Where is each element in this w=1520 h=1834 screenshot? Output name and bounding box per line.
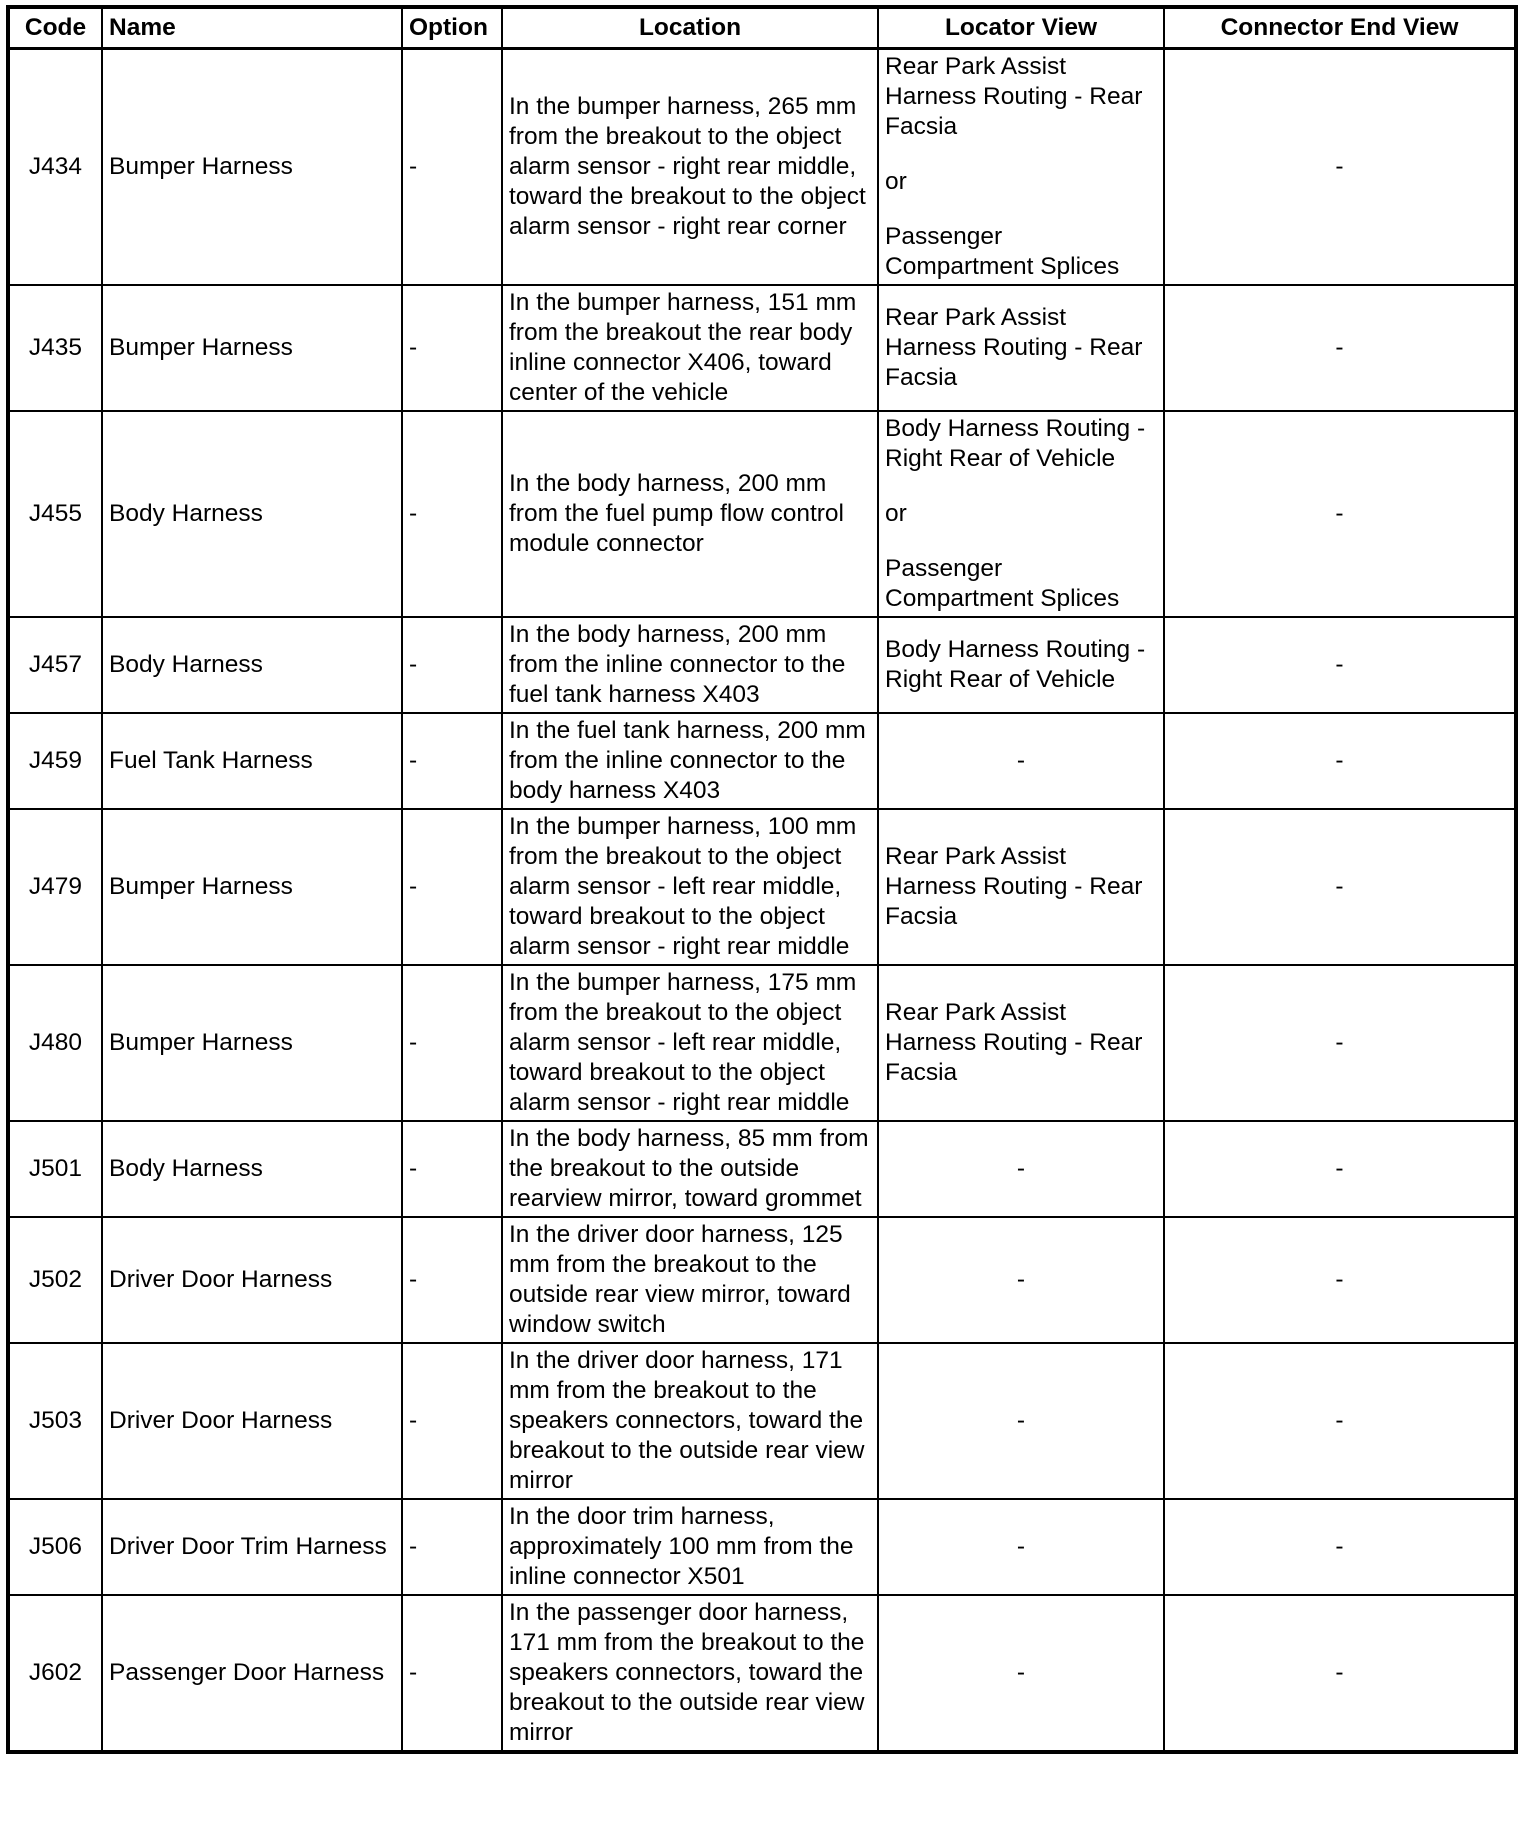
locator-view-entry: - [1016, 1266, 1026, 1293]
locator-view-entry: Rear Park Assist Harness Routing - Rear Facsia [885, 304, 1143, 391]
splice-table [6, 5, 1518, 1754]
table-row [8, 713, 1516, 809]
locator-view-entry: Rear Park Assist Harness Routing - Rear Facsia [885, 53, 1143, 140]
table-row [8, 1595, 1516, 1752]
cell-locator-view [878, 1595, 1164, 1752]
locator-view-entry: - [1016, 1155, 1026, 1182]
cell-locator-view [878, 1343, 1164, 1499]
cell-option: - [402, 1121, 502, 1217]
table-row [8, 1217, 1516, 1343]
table-row [8, 411, 1516, 617]
cell-locator-view [878, 1121, 1164, 1217]
header-locator-view: Locator View [878, 7, 1164, 49]
cell-option: - [402, 1217, 502, 1343]
cell-name: Body Harness [102, 1121, 402, 1217]
locator-spacer [885, 474, 1157, 499]
cell-locator-view [878, 617, 1164, 713]
cell-locator-view [878, 1499, 1164, 1595]
locator-spacer [885, 142, 1157, 167]
cell-code: J455 [8, 411, 102, 617]
header-location: Location [502, 7, 878, 49]
cell-code: J459 [8, 713, 102, 809]
cell-locator-view [878, 809, 1164, 965]
cell-location: In the body harness, 200 mm from the inline connector to the fuel tank harness X403 [502, 617, 878, 713]
cell-location: In the passenger door harness, 171 mm from the breakout to the speakers connectors, toward the breakout to the outside rear view mirror [502, 1595, 878, 1752]
cell-location: In the door trim harness, approximately 100 mm from the inline connector X501 [502, 1499, 878, 1595]
cell-connector-end-view: - [1164, 49, 1516, 286]
locator-view-entry: or [885, 168, 907, 195]
cell-connector-end-view: - [1164, 1499, 1516, 1595]
cell-code: J480 [8, 965, 102, 1121]
cell-option: - [402, 285, 502, 411]
cell-option: - [402, 713, 502, 809]
cell-connector-end-view: - [1164, 1121, 1516, 1217]
cell-code: J435 [8, 285, 102, 411]
locator-view-entry: - [1016, 1407, 1026, 1434]
cell-locator-view [878, 965, 1164, 1121]
cell-location: In the driver door harness, 171 mm from the breakout to the speakers connectors, toward the breakout to the outside rear view mirror [502, 1343, 878, 1499]
cell-connector-end-view: - [1164, 285, 1516, 411]
cell-location: In the bumper harness, 265 mm from the breakout to the object alarm sensor - right rear middle, toward the breakout to the object alarm sensor - right rear corner [502, 49, 878, 286]
cell-name: Fuel Tank Harness [102, 713, 402, 809]
cell-locator-view [878, 285, 1164, 411]
table-body [8, 49, 1516, 1753]
cell-locator-view [878, 713, 1164, 809]
cell-name: Body Harness [102, 617, 402, 713]
cell-code: J602 [8, 1595, 102, 1752]
cell-code: J501 [8, 1121, 102, 1217]
header-connector-end-view: Connector End View [1164, 7, 1516, 49]
cell-location: In the bumper harness, 175 mm from the breakout to the object alarm sensor - left rear middle, toward breakout to the object alarm sensor - right rear middle [502, 965, 878, 1121]
locator-view-entry: - [1016, 747, 1026, 774]
cell-name: Body Harness [102, 411, 402, 617]
locator-view-entry: Rear Park Assist Harness Routing - Rear Facsia [885, 843, 1143, 930]
cell-code: J503 [8, 1343, 102, 1499]
cell-option: - [402, 809, 502, 965]
table-row [8, 1343, 1516, 1499]
table-row [8, 49, 1516, 286]
header-row [8, 7, 1516, 49]
cell-option: - [402, 1595, 502, 1752]
cell-locator-view [878, 411, 1164, 617]
locator-view-entry: Rear Park Assist Harness Routing - Rear Facsia [885, 999, 1143, 1086]
cell-name: Bumper Harness [102, 285, 402, 411]
cell-option: - [402, 49, 502, 286]
cell-connector-end-view: - [1164, 965, 1516, 1121]
cell-location: In the body harness, 85 mm from the breakout to the outside rearview mirror, toward grommet [502, 1121, 878, 1217]
cell-connector-end-view: - [1164, 411, 1516, 617]
cell-option: - [402, 411, 502, 617]
cell-name: Bumper Harness [102, 49, 402, 286]
cell-location: In the bumper harness, 151 mm from the breakout the rear body inline connector X406, toward center of the vehicle [502, 285, 878, 411]
header-name: Name [102, 7, 402, 49]
cell-connector-end-view: - [1164, 809, 1516, 965]
locator-view-entry: Passenger Compartment Splices [885, 555, 1120, 612]
cell-option: - [402, 965, 502, 1121]
table-row [8, 809, 1516, 965]
cell-option: - [402, 617, 502, 713]
cell-name: Bumper Harness [102, 965, 402, 1121]
cell-location: In the bumper harness, 100 mm from the breakout to the object alarm sensor - left rear middle, toward breakout to the object alarm sensor - right rear middle [502, 809, 878, 965]
cell-location: In the body harness, 200 mm from the fuel pump flow control module connector [502, 411, 878, 617]
table-row [8, 617, 1516, 713]
locator-spacer [885, 529, 1157, 554]
cell-connector-end-view: - [1164, 1217, 1516, 1343]
table-row [8, 285, 1516, 411]
cell-name: Driver Door Harness [102, 1217, 402, 1343]
cell-code: J479 [8, 809, 102, 965]
cell-code: J502 [8, 1217, 102, 1343]
cell-name: Bumper Harness [102, 809, 402, 965]
cell-connector-end-view: - [1164, 617, 1516, 713]
cell-locator-view [878, 1217, 1164, 1343]
locator-view-entry: Body Harness Routing - Right Rear of Vehicle [885, 636, 1146, 693]
cell-name: Driver Door Harness [102, 1343, 402, 1499]
cell-locator-view [878, 49, 1164, 286]
cell-connector-end-view: - [1164, 1343, 1516, 1499]
locator-view-entry: - [1016, 1533, 1026, 1560]
cell-code: J457 [8, 617, 102, 713]
table-row [8, 965, 1516, 1121]
cell-location: In the fuel tank harness, 200 mm from the inline connector to the body harness X403 [502, 713, 878, 809]
table-row [8, 1499, 1516, 1595]
cell-code: J434 [8, 49, 102, 286]
cell-option: - [402, 1499, 502, 1595]
cell-connector-end-view: - [1164, 1595, 1516, 1752]
locator-view-entry: or [885, 500, 907, 527]
locator-view-entry: Body Harness Routing - Right Rear of Vehicle [885, 415, 1146, 472]
cell-location: In the driver door harness, 125 mm from the breakout to the outside rear view mirror, toward window switch [502, 1217, 878, 1343]
table-row [8, 1121, 1516, 1217]
cell-code: J506 [8, 1499, 102, 1595]
header-option: Option [402, 7, 502, 49]
header-code: Code [8, 7, 102, 49]
locator-view-entry: Passenger Compartment Splices [885, 223, 1120, 280]
cell-option: - [402, 1343, 502, 1499]
splice-location-document [6, 5, 1514, 1754]
cell-name: Passenger Door Harness [102, 1595, 402, 1752]
cell-connector-end-view: - [1164, 713, 1516, 809]
locator-spacer [885, 197, 1157, 222]
locator-view-entry: - [1016, 1659, 1026, 1686]
cell-name: Driver Door Trim Harness [102, 1499, 402, 1595]
